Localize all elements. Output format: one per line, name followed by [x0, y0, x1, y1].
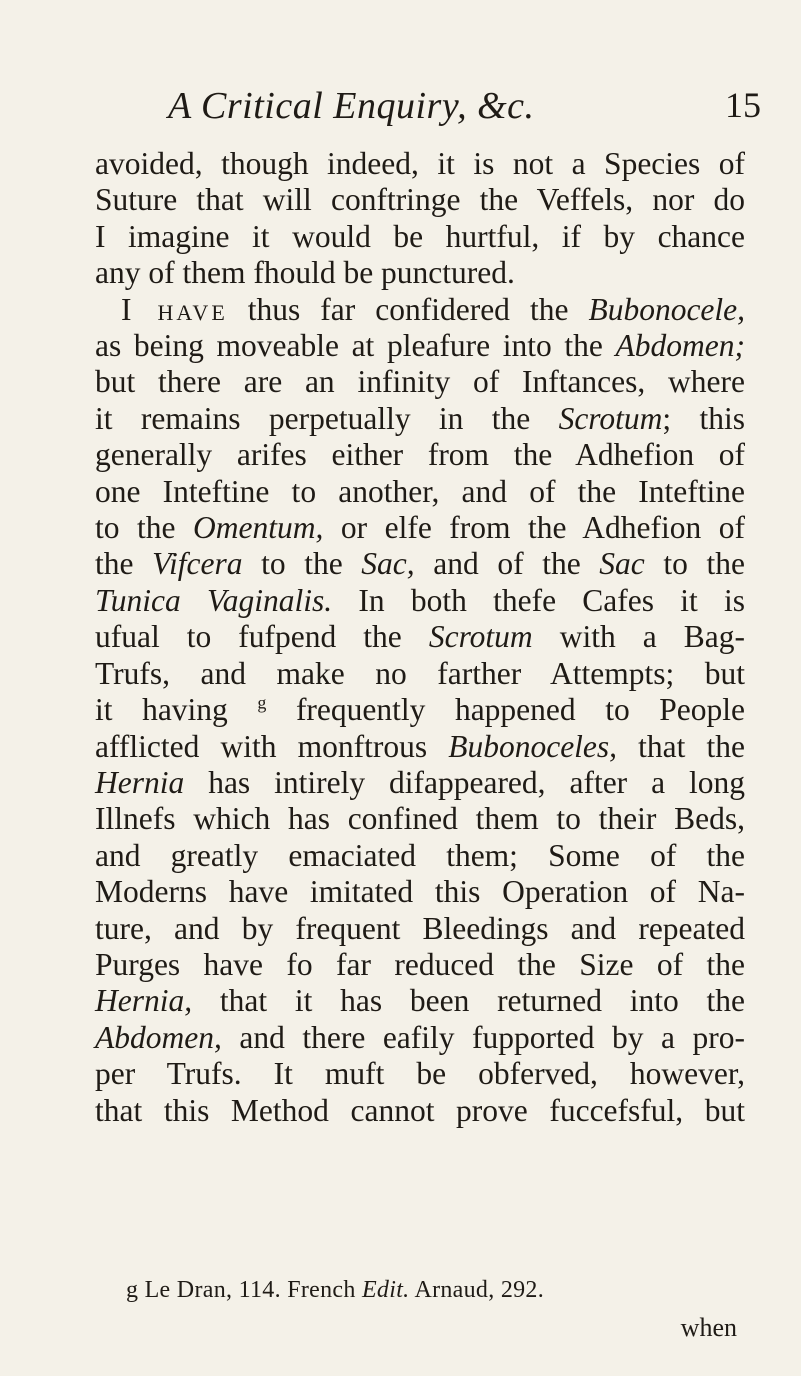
body-text [95, 146, 745, 1129]
paragraph-opening: I have [121, 291, 228, 327]
text-line: Moderns have imitated this Operation of Na- [95, 874, 745, 910]
running-head [168, 84, 535, 128]
footnote-marker: g [257, 692, 267, 713]
text-line: it remains perpetually in the Scrotum; this [95, 400, 746, 436]
text-line: Hernia has intirely difappeared, after a long [95, 764, 745, 800]
footnote: g Le Dran, 114. French Edit. Arnaud, 292. [126, 1277, 545, 1303]
text-line: Purges have fo far reduced the Size of the [95, 946, 745, 982]
text-line: the Vifcera to the Sac, and of the Sac to the [95, 546, 745, 582]
text-line: one Inteftine to another, and of the Inteftine [95, 473, 745, 509]
text-line: I imagine it would be hurtful, if by chance [95, 218, 745, 254]
text-line: Suture that will conftringe the Veffels, nor do [95, 182, 745, 218]
text-line: Trufs, and make no farther Attempts; but [95, 655, 745, 691]
text-line: that this Method cannot prove fuccefsful, but [95, 1092, 745, 1128]
catchword: when [680, 1313, 737, 1342]
text-line: per Trufs. It muft be obferved, however, [95, 1056, 745, 1092]
text-line: and greatly emaciated them; Some of the [95, 837, 745, 873]
page-number: 15 [725, 85, 761, 125]
text-line: Illnefs which has confined them to their Beds, [95, 801, 745, 837]
text-line: but there are an infinity of Inftances, where [95, 364, 745, 400]
text-line: to the Omentum, or elfe from the Adhefion of [95, 510, 745, 546]
text-line: afflicted with monftrous Bubonoceles, that the [95, 728, 746, 764]
running-head-title: A Critical Enquiry, [168, 85, 468, 127]
text-line: ufual to fufpend the Scrotum with a Bag- [95, 619, 746, 655]
text-line: avoided, though indeed, it is not a Species of [95, 146, 745, 181]
running-head-etc: &c. [477, 85, 535, 127]
text-line: it having $^g$ frequently happened to People [95, 692, 745, 728]
text-line: as being moveable at pleafure into the Abdomen; [95, 328, 745, 364]
text-line: Hernia, that it has been returned into the [95, 983, 745, 1019]
text-line: Tunica Vaginalis. In both thefe Cafes it is [95, 582, 746, 618]
text-line: I have thus far confidered the Bubonocele, [121, 291, 746, 327]
text-line: ture, and by frequent Bleedings and repeated [95, 910, 745, 946]
text-line: generally arifes either from the Adhefion of [95, 437, 745, 473]
text-line: Abdomen, and there eafily fupported by a pro- [95, 1019, 745, 1055]
text-line: any of them fhould be punctured. [95, 255, 515, 291]
